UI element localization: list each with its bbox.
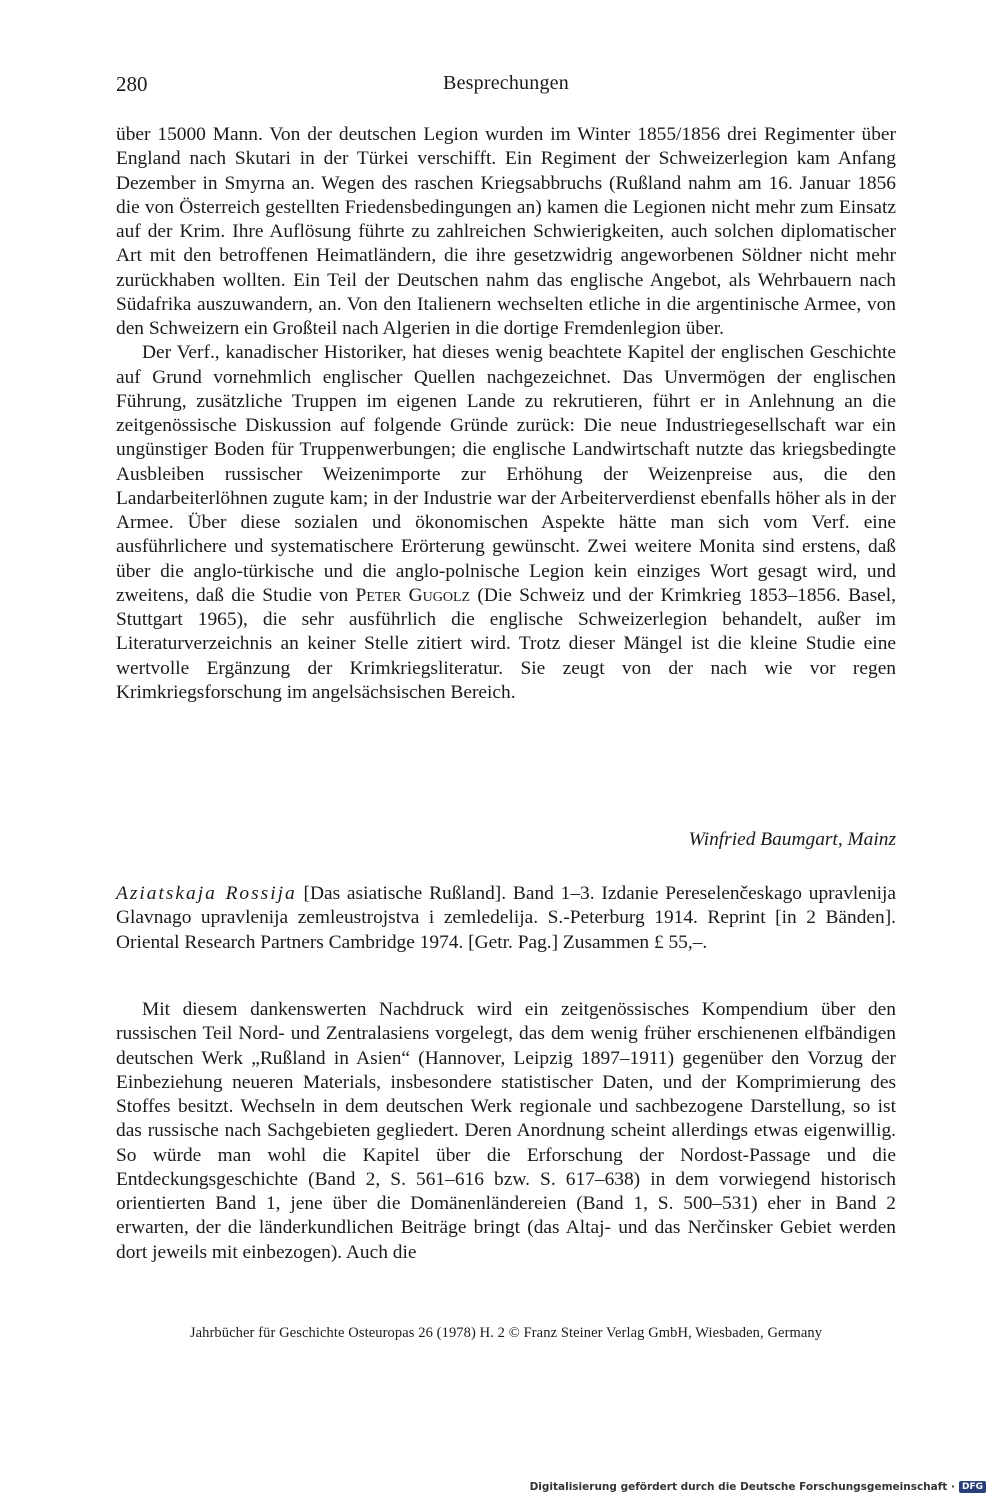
citation-paragraph: [116, 882, 896, 955]
dfg-logo-icon: DFG: [959, 1481, 986, 1493]
citation-details: [Das asiatische Rußland]. Band 1–3. Izdanie Pereselenčeskago upravlenija Glavnago upravlenija zemleustrojstva i zemledelija. S.-Peterburg 1914. Reprint [in 2 Bänden]. Oriental Research Partners Cambridge 1974. [Getr. Pag.] Zusammen £ 55,–.: [116, 883, 896, 953]
review-1-paragraph-2-text-a: Der Verf., kanadischer Historiker, hat dieses wenig beachtete Kapitel der englischen Geschichte auf Grund vornehmlich englischer Quellen nachgezeichnet. Das Unvermögen der englischen Führung, zusätzliche Truppen im eigenen Lande zu rekrutieren, führt er in Anlehnung an die zeitgenössische Diskussion auf folgende Gründe zurück: Die neue Industriegesellschaft war ein ungünstiger Boden für Truppenwerbungen; die englische Landwirtschaft nutzte das kriegsbedingte Ausbleiben russischer Weizenimporte zur Erhöhung der Weizenpreise aus, die den Landarbeiterlöhnen zugute kam; in der Industrie war der Arbeiterverdienst ebenfalls höher als in der Armee. Über diese sozialen und ökonomischen Aspekte hätte man sich vom Verf. eine ausführlichere und systematischere Erörterung gewünscht. Zwei weitere Monita sind erstens, daß über die anglo-türkische und die anglo-polnische Legion kein einziges Wort gesagt wird, und zweitens, daß die Studie von: [116, 342, 896, 606]
review-1-paragraph-2-text-b: (Die Schweiz und der Krimkrieg 1853–1856. Basel, Stuttgart 1965), die sehr ausführlich die englische Schweizerlegion behandelt, außer im Literaturverzeichnis an keiner Stelle zitiert wird. Trotz dieser Mängel ist die kleine Studie eine wertvolle Ergänzung der Krimkriegsliteratur. Sie zeugt von der nach wie vor regen Krimkriegsforschung im angelsächsischen Bereich.: [116, 584, 896, 703]
review-2-paragraph-1: Mit diesem dankenswerten Nachdruck wird ein zeitgenössisches Kompendium über den russischen Teil Nord- und Zentralasiens vorgelegt, das dem wenig früher erschienenen elfbändigen deutschen Werk „Rußland in Asien“ (Hannover, Leipzig 1897–1911) gegenüber den Vorzug der Einbeziehung neueren Materials, insbesondere statistischer Daten, und der Komprimierung des Stoffes besitzt. Wechseln in dem deutschen Werk regionale und sachbezogene Darstellung, so ist das russische nach Sachgebieten gegliedert. Deren Anordnung scheint allerdings etwas eigenwillig. So würde man wohl die Kapitel über die Erforschung der Nordost-Passage und die Entdeckungsgeschichte (Band 2, S. 561–616 bzw. S. 617–638) in dem vorwiegend historisch orientierten Band 1, jene über die Domänenländereien (Band 1, S. 500–531) eher in Band 2 erwarten, der die länderkundlichen Beiträge bringt (das Altaj- und das Nerčinsker Gebiet werden dort jeweils mit einbezogen). Auch die: [116, 999, 896, 1263]
review-1-paragraph-1: über 15000 Mann. Von der deutschen Legion wurden im Winter 1855/1856 drei Regimenter über England nach Skutari in der Türkei verschifft. Ein Regiment der Schweizerlegion kam Anfang Dezember in Smyrna an. Wegen des raschen Kriegsabbruchs (Rußland nahm am 16. Januar 1856 die von Österreich gestellten Friedensbedingungen an) kamen die Legionen nicht mehr zum Einsatz auf der Krim. Ihre Auflösung führte zu zahlreichen Schwierigkeiten, auch solchen diplomatischer Art mit den betroffenen Heimatländern, die ihre gesetzwidrig angeworbenen Söldner nicht mehr zurückhaben wollten. Ein Teil der Deutschen nahm das englische Angebot, als Wehrbauern nach Südafrika auszuwandern, an. Von den Italienern wechselten etliche in die argentinische Armee, von den Schweizern ein Großteil nach Algerien in die dortige Fremdenlegion über.: [116, 124, 896, 339]
digitization-text: Digitalisierung gefördert durch die Deutsche Forschungsgemeinschaft ·: [529, 1481, 955, 1493]
page-number: 280: [116, 72, 148, 96]
digitization-note: [530, 1481, 986, 1493]
reviewer-signature: Winfried Baumgart, Mainz: [688, 829, 896, 850]
cited-author-name: Peter Gugolz: [355, 584, 471, 606]
review-1-paragraph-2: [116, 341, 896, 705]
review-2-body: [116, 998, 896, 1265]
page-header: [116, 72, 896, 102]
running-head: Besprechungen: [443, 72, 569, 94]
book-citation: [116, 882, 896, 955]
journal-footer: Jahrbücher für Geschichte Osteuropas 26 (1978) H. 2 © Franz Steiner Verlag GmbH, Wiesbaden, Germany: [189, 1325, 823, 1341]
review-1-body: [116, 123, 896, 705]
citation-title: Aziatskaja Rossija: [116, 883, 297, 904]
